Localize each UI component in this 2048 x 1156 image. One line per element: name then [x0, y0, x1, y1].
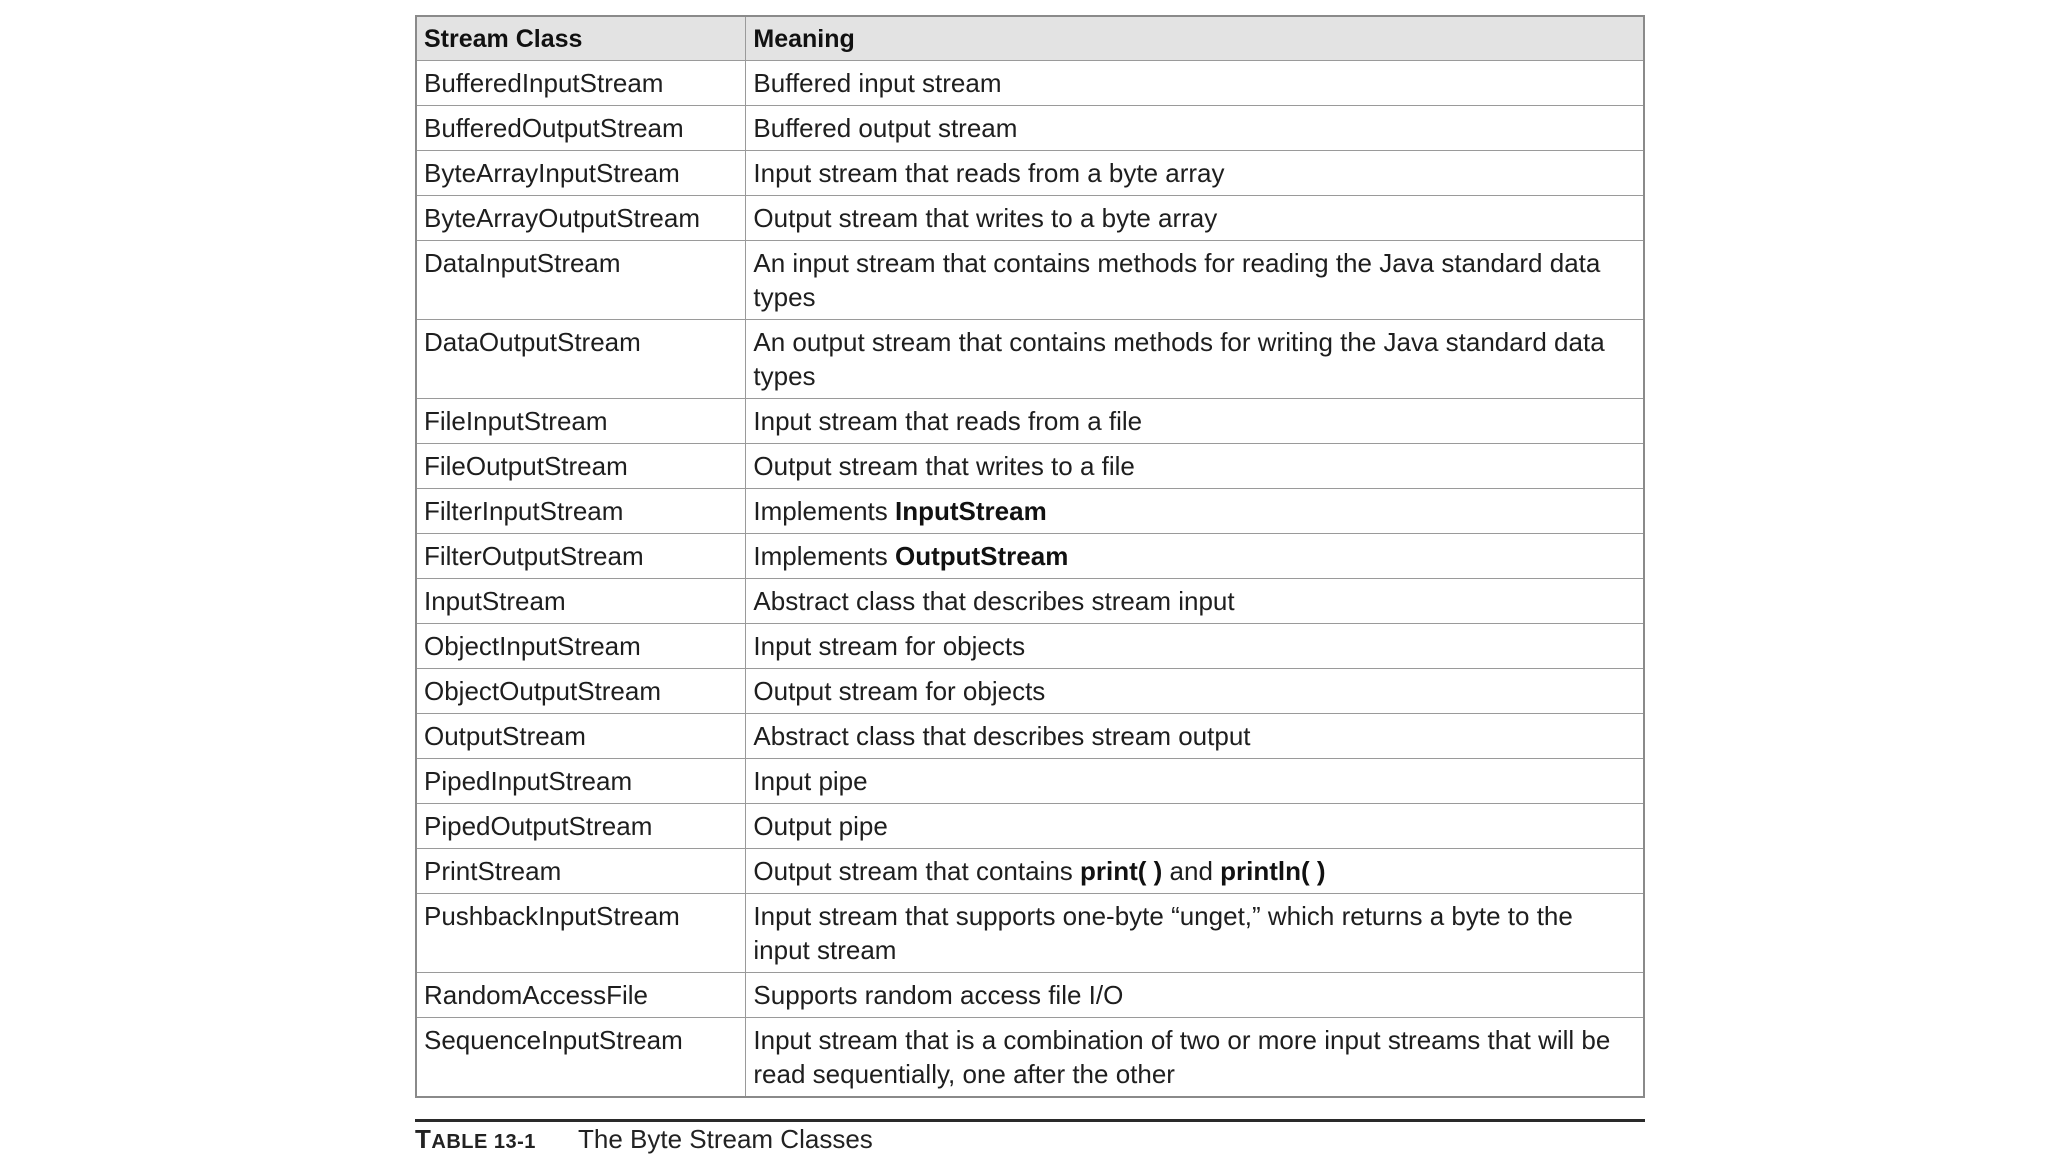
table-row — [416, 320, 1644, 399]
caption-rule — [415, 1119, 1645, 1122]
meaning-text: Input pipe — [753, 766, 868, 796]
stream-class-cell: BufferedOutputStream — [416, 106, 746, 151]
header-meaning: Meaning — [746, 16, 1644, 61]
table-row — [416, 106, 1644, 151]
meaning-text: Implements — [753, 541, 895, 571]
table-row — [416, 849, 1644, 894]
byte-stream-table-container — [415, 15, 1645, 1098]
meaning-text: An output stream that contains methods for writing the Java standard data types — [753, 327, 1605, 391]
meaning-cell — [746, 894, 1644, 973]
table-row — [416, 61, 1644, 106]
meaning-cell — [746, 489, 1644, 534]
stream-class-cell: RandomAccessFile — [416, 973, 746, 1018]
table-row — [416, 714, 1644, 759]
meaning-cell — [746, 804, 1644, 849]
meaning-cell — [746, 399, 1644, 444]
header-stream-class: Stream Class — [416, 16, 746, 61]
meaning-bold-text: println( ) — [1220, 856, 1326, 886]
stream-class-cell: PipedOutputStream — [416, 804, 746, 849]
meaning-cell — [746, 61, 1644, 106]
meaning-cell — [746, 106, 1644, 151]
table-row — [416, 241, 1644, 320]
stream-class-cell: ObjectInputStream — [416, 624, 746, 669]
meaning-bold-text: InputStream — [895, 496, 1047, 526]
meaning-text: and — [1162, 856, 1221, 886]
meaning-bold-text: OutputStream — [895, 541, 1069, 571]
byte-stream-table — [415, 15, 1645, 1098]
meaning-text: Implements — [753, 496, 895, 526]
table-row — [416, 196, 1644, 241]
table-row — [416, 669, 1644, 714]
table-row — [416, 151, 1644, 196]
table-row — [416, 444, 1644, 489]
stream-class-cell: FilterInputStream — [416, 489, 746, 534]
stream-class-cell: ByteArrayOutputStream — [416, 196, 746, 241]
meaning-cell — [746, 669, 1644, 714]
meaning-text: Input stream that reads from a file — [753, 406, 1143, 436]
stream-class-cell: OutputStream — [416, 714, 746, 759]
stream-class-cell: SequenceInputStream — [416, 1018, 746, 1098]
meaning-text: Supports random access file I/O — [753, 980, 1124, 1010]
stream-class-cell: ObjectOutputStream — [416, 669, 746, 714]
stream-class-cell: FilterOutputStream — [416, 534, 746, 579]
meaning-text: Input stream that supports one-byte “unget,” which returns a byte to the input stream — [753, 901, 1573, 965]
table-row — [416, 804, 1644, 849]
table-body — [416, 61, 1644, 1098]
meaning-text: Input stream that is a combination of two or more input streams that will be read sequentially, one after the other — [753, 1025, 1611, 1089]
stream-class-cell: FileInputStream — [416, 399, 746, 444]
meaning-cell — [746, 579, 1644, 624]
stream-class-cell: FileOutputStream — [416, 444, 746, 489]
stream-class-cell: PushbackInputStream — [416, 894, 746, 973]
meaning-cell — [746, 196, 1644, 241]
table-row — [416, 894, 1644, 973]
meaning-cell — [746, 759, 1644, 804]
meaning-cell — [746, 973, 1644, 1018]
table-row — [416, 973, 1644, 1018]
meaning-text: An input stream that contains methods for reading the Java standard data types — [753, 248, 1601, 312]
caption-text: The Byte Stream Classes — [578, 1124, 873, 1154]
meaning-cell — [746, 1018, 1644, 1098]
table-row — [416, 489, 1644, 534]
meaning-text: Output stream for objects — [753, 676, 1046, 706]
table-row — [416, 579, 1644, 624]
stream-class-cell: DataInputStream — [416, 241, 746, 320]
table-row — [416, 534, 1644, 579]
meaning-text: Buffered input stream — [753, 68, 1002, 98]
table-row — [416, 399, 1644, 444]
meaning-cell — [746, 534, 1644, 579]
stream-class-cell: BufferedInputStream — [416, 61, 746, 106]
meaning-cell — [746, 444, 1644, 489]
meaning-text: Output pipe — [753, 811, 888, 841]
stream-class-cell: InputStream — [416, 579, 746, 624]
meaning-cell — [746, 714, 1644, 759]
meaning-text: Buffered output stream — [753, 113, 1018, 143]
table-caption — [415, 1124, 873, 1156]
stream-class-cell: ByteArrayInputStream — [416, 151, 746, 196]
meaning-cell — [746, 849, 1644, 894]
caption-label: TABLE 13-1 — [415, 1124, 536, 1154]
meaning-text: Output stream that contains — [753, 856, 1081, 886]
meaning-cell — [746, 624, 1644, 669]
meaning-text: Input stream for objects — [753, 631, 1026, 661]
meaning-text: Output stream that writes to a byte array — [753, 203, 1218, 233]
meaning-text: Output stream that writes to a file — [753, 451, 1135, 481]
meaning-cell — [746, 241, 1644, 320]
table-row — [416, 624, 1644, 669]
meaning-cell — [746, 320, 1644, 399]
stream-class-cell: PipedInputStream — [416, 759, 746, 804]
meaning-text: Abstract class that describes stream input — [753, 586, 1235, 616]
table-row — [416, 1018, 1644, 1098]
stream-class-cell: PrintStream — [416, 849, 746, 894]
meaning-cell — [746, 151, 1644, 196]
table-row — [416, 759, 1644, 804]
meaning-bold-text: print( ) — [1080, 856, 1163, 886]
table-header-row — [416, 16, 1644, 61]
meaning-text: Abstract class that describes stream output — [753, 721, 1251, 751]
meaning-text: Input stream that reads from a byte array — [753, 158, 1225, 188]
stream-class-cell: DataOutputStream — [416, 320, 746, 399]
